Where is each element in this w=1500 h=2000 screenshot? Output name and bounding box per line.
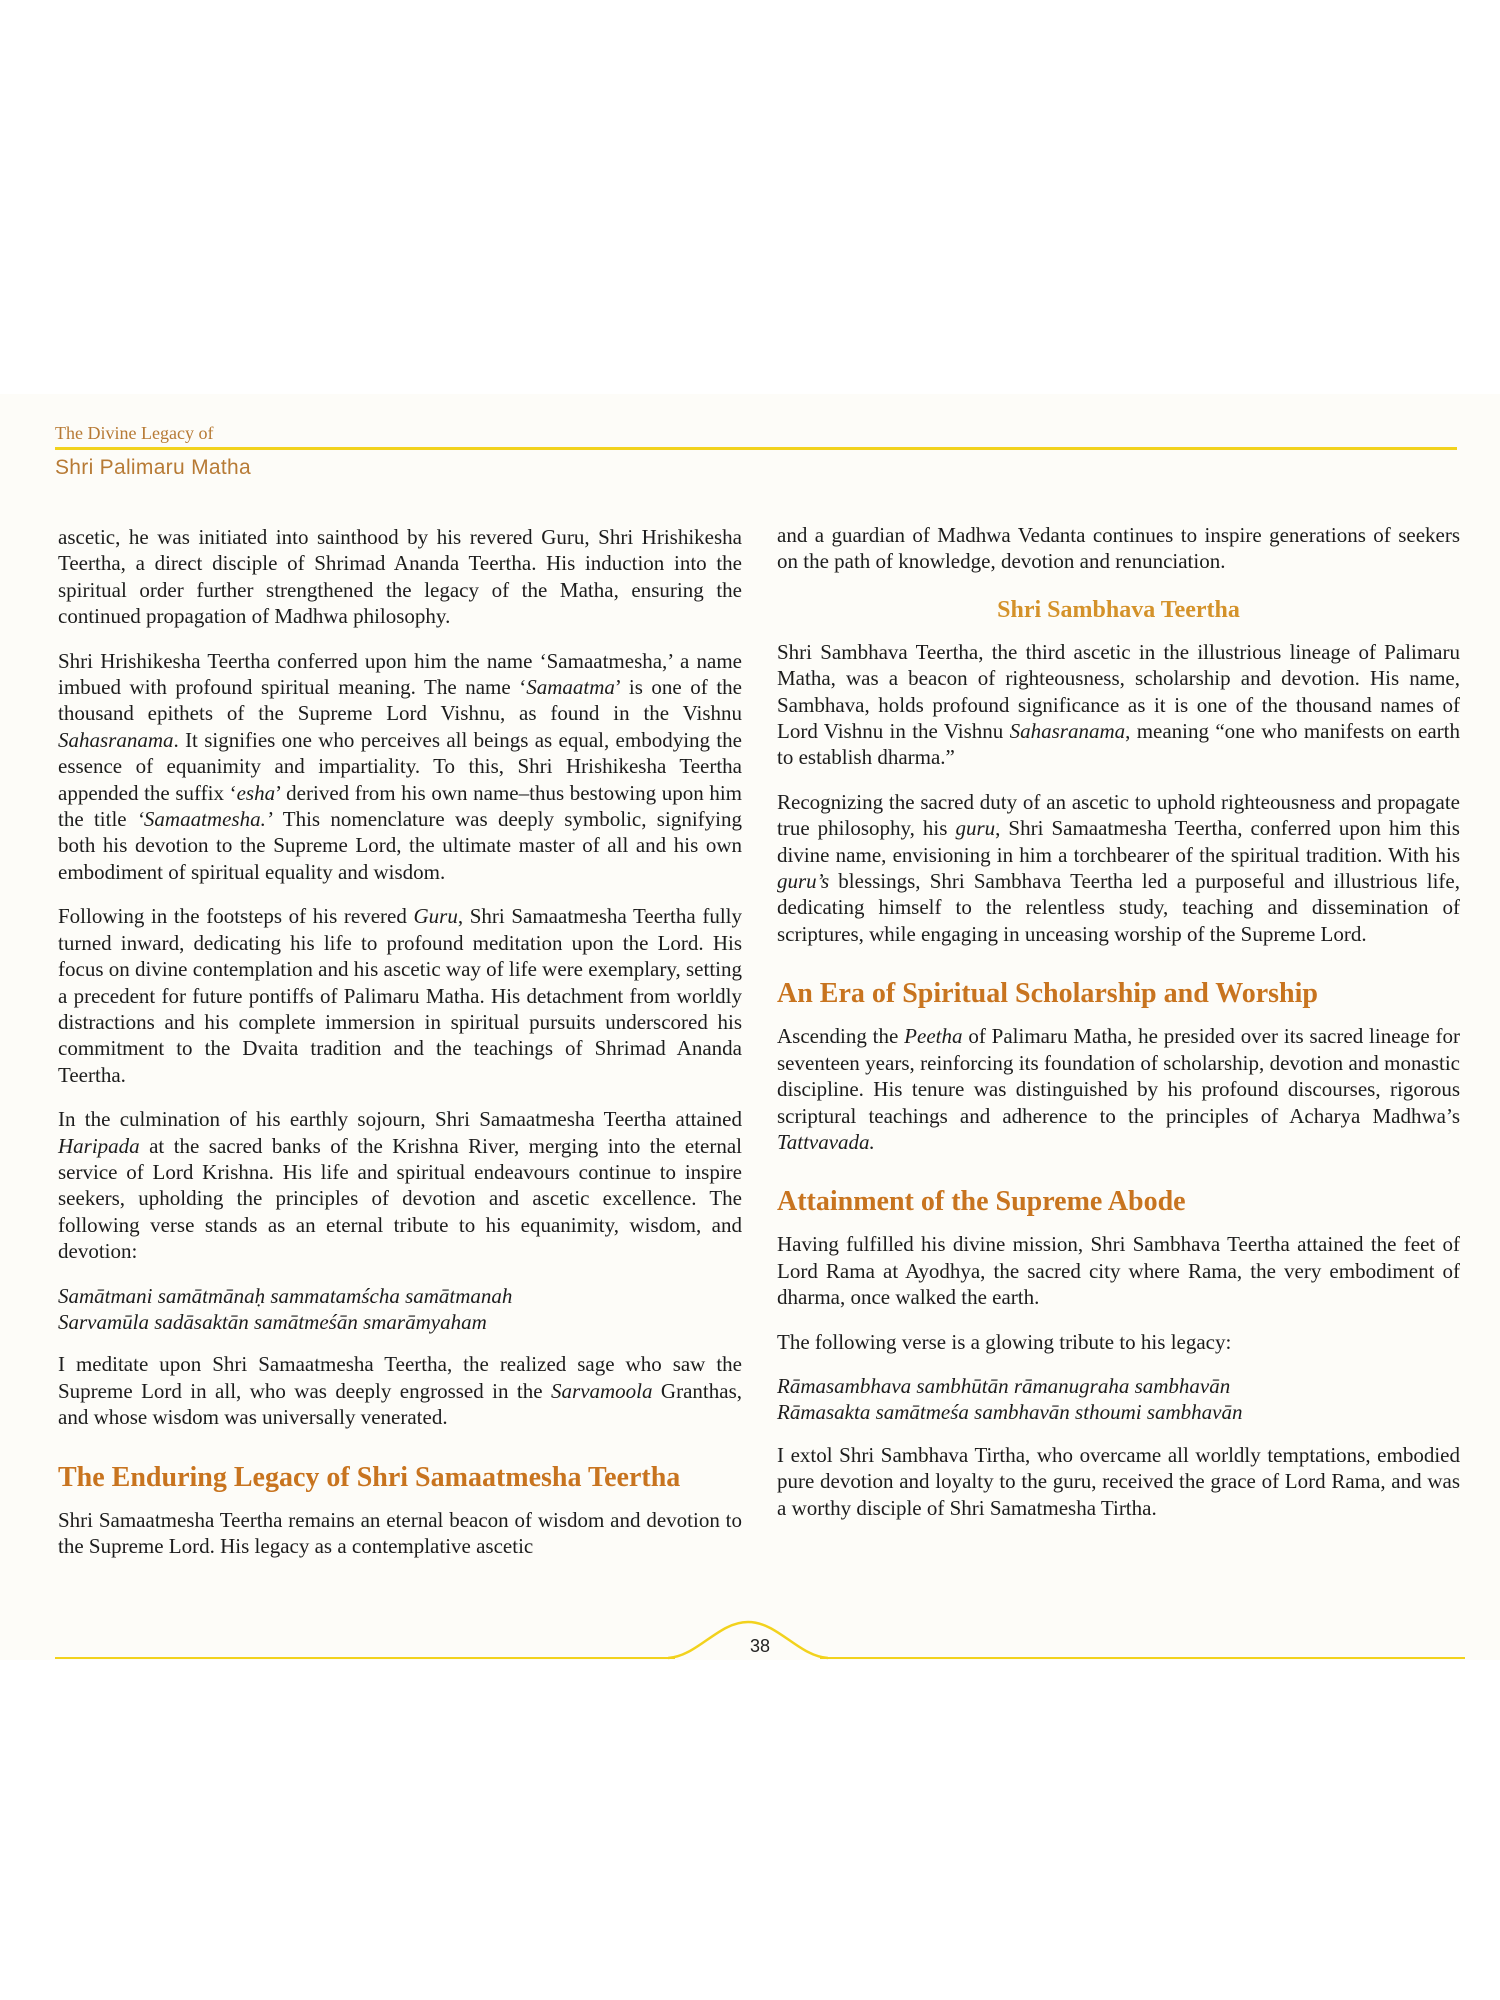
footer-rule-left — [55, 1657, 675, 1659]
paragraph: Shri Samaatmesha Teertha remains an eternal beacon of wisdom and devotion to the Supreme Lord. His legacy as a contemplative ascetic — [58, 1507, 742, 1558]
running-header — [55, 420, 251, 479]
header-title-line1: The Divine Legacy of — [55, 423, 214, 443]
paragraph: and a guardian of Madhwa Vedanta continues to inspire generations of seekers on the path of knowledge, devotion and renunciation. — [777, 523, 1460, 574]
verse-line: Rāmasakta samātmeśa sambhavān sthoumi sambhavān — [777, 1400, 1243, 1425]
paragraph: In the culmination of his earthly sojourn, Shri Samaatmesha Teertha attained Haripada at the sacred banks of the Krishna River, merging into the eternal service of Lord Krishna. His life and spiritual endeavours continue to inspire seekers, upholding the principles of devotion and ascetic excellence. The following verse stands as an eternal tribute to his equanimity, wisdom, and devotion: — [58, 1107, 742, 1264]
page-number: 38 — [749, 1636, 771, 1656]
paragraph: I extol Shri Sambhava Tirtha, who overcame all worldly temptations, embodied pure devotion and loyalty to the guru, received the grace of Lord Rama, and was a worthy disciple of Shri Samatmesha Tirtha. — [777, 1442, 1460, 1520]
paragraph: Shri Sambhava Teertha, the third ascetic in the illustrious lineage of Palimaru Matha, was a beacon of righteousness, scholarship and devotion. His name, Sambhava, holds profound significance as it is one of the thousand names of Lord Vishnu in the Vishnu Sahasranama, meaning “one who manifests on earth to establish dharma.” — [777, 639, 1460, 770]
sanskrit-verse — [58, 1283, 742, 1336]
header-rule — [55, 447, 1457, 450]
paragraph: Having fulfilled his divine mission, Shri Sambhava Teertha attained the feet of Lord Rama at Ayodhya, the sacred city where Rama, the very embodiment of dharma, once walked the earth. — [777, 1232, 1460, 1310]
verse-line: Samātmani samātmānaḥ sammatamścha samātmanah — [58, 1283, 513, 1308]
paragraph: The following verse is a glowing tribute to his legacy: — [777, 1329, 1232, 1354]
right-column — [777, 522, 1460, 1539]
subsection-heading: Shri Sambhava Teertha — [997, 596, 1240, 623]
paragraph: ascetic, he was initiated into sainthood by his revered Guru, Shri Hrishikesha Teertha, a direct disciple of Shrimad Ananda Teertha. His induction into the spiritual order further strengthened the legacy of the Matha, ensuring the continued propagation of Madhwa philosophy. — [58, 525, 742, 629]
header-title-line2: Shri Palimaru Matha — [55, 456, 251, 479]
section-heading: The Enduring Legacy of Shri Samaatmesha Teertha — [58, 1461, 681, 1493]
footer-rule-right — [820, 1657, 1465, 1659]
verse-line: Rāmasambhava sambhūtān rāmanugraha sambhavān — [777, 1373, 1231, 1398]
section-heading: An Era of Spiritual Scholarship and Worship — [777, 978, 1318, 1010]
paragraph: I meditate upon Shri Samaatmesha Teertha, the realized sage who saw the Supreme Lord in all, who was deeply engrossed in the Sarvamoola Granthas, and whose wisdom was universally venerated. — [58, 1352, 742, 1430]
sanskrit-verse — [777, 1373, 1460, 1426]
paragraph: Shri Hrishikesha Teertha conferred upon him the name ‘Samaatmesha,’ a name imbued with profound spiritual meaning. The name ‘Samaatma’ is one of the thousand epithets of the Supreme Lord Vishnu, as found in the Vishnu Sahasranama. It signifies one who perceives all beings as equal, embodying the essence of equanimity and impartiality. To this, Shri Hrishikesha Teertha appended the suffix ‘esha’ derived from his own name–thus bestowing upon him the title ‘Samaatmesha.’ This nomenclature was deeply symbolic, signifying both his devotion to the Supreme Lord, the ultimate master of all and his own embodiment of spiritual equality and wisdom. — [58, 648, 742, 884]
section-heading: Attainment of the Supreme Abode — [777, 1186, 1186, 1218]
left-column — [58, 524, 742, 1577]
paragraph: Recognizing the sacred duty of an ascetic to uphold righteousness and propagate true philosophy, his guru, Shri Samaatmesha Teertha, conferred upon him this divine name, envisioning in him a torchbearer of the spiritual tradition. With his guru’s blessings, Shri Sambhava Teertha led a purposeful and illustrious life, dedicating himself to the relentless study, teaching and dissemination of scriptures, while engaging in unceasing worship of the Supreme Lord. — [777, 789, 1460, 946]
verse-line: Sarvamūla sadāsaktān samātmeśān smarāmyaham — [58, 1309, 487, 1334]
paragraph: Ascending the Peetha of Palimaru Matha, he presided over its sacred lineage for seventeen years, reinforcing its foundation of scholarship, devotion and monastic discipline. His tenure was distinguished by his profound discourses, rigorous scriptural teachings and adherence to the principles of Acharya Madhwa’s Tattvavada. — [777, 1024, 1460, 1154]
paragraph: Following in the footsteps of his revered Guru, Shri Samaatmesha Teertha fully turned inward, dedicating his life to profound meditation upon the Lord. His focus on divine contemplation and his ascetic way of life were exemplary, setting a precedent for future pontiffs of Palimaru Matha. His detachment from worldly distractions and his complete immersion in spiritual pursuits underscored his commitment to the Dvaita tradition and the teachings of Shrimad Ananda Teertha. — [58, 904, 742, 1087]
